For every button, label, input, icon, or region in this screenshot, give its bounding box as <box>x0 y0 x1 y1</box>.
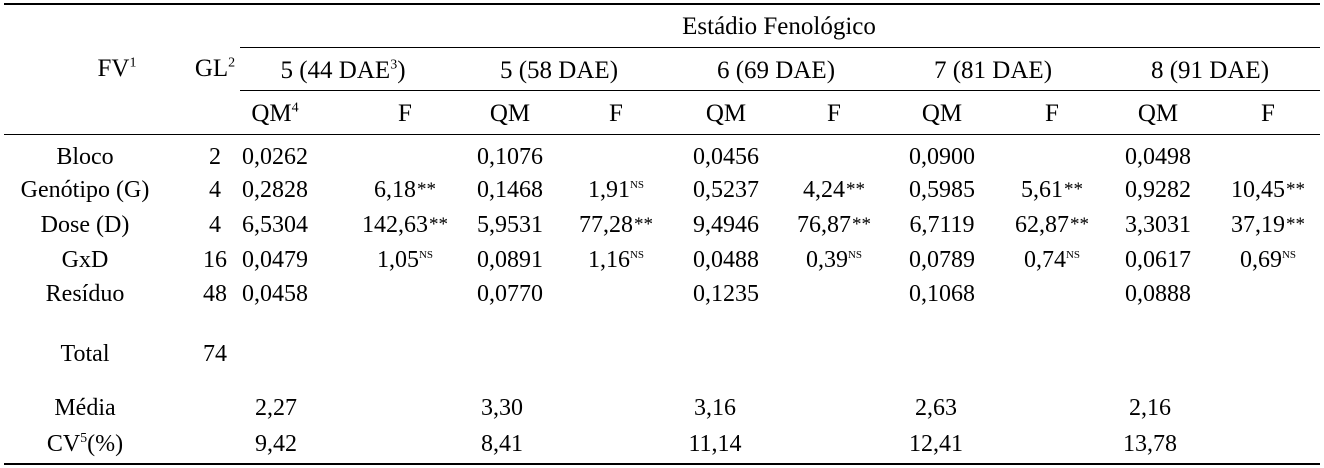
gl-label: GL <box>194 55 229 82</box>
subcolumn-label: QM <box>705 100 747 127</box>
f-value <box>1015 213 1089 237</box>
summary-value: 9,42 <box>255 431 297 457</box>
source-label <box>41 213 130 237</box>
cell-value: 0,0789 <box>909 247 975 273</box>
cell-value: 9,4946 <box>693 212 759 238</box>
cell-value: 1,91 <box>587 177 630 203</box>
stage-footnote: 3 <box>390 57 398 73</box>
f-value <box>1231 178 1305 202</box>
cell-value: 0,0900 <box>909 144 975 170</box>
qm-value <box>693 282 759 306</box>
source-footnote: 5 <box>80 431 88 446</box>
degrees-of-freedom: 2 <box>209 144 221 170</box>
significance-marker: ** <box>429 214 448 235</box>
qm-value <box>693 248 759 272</box>
cell-value: 5,61 <box>1021 177 1063 203</box>
subcolumn-header <box>490 101 530 126</box>
stage-label-close: ) <box>397 57 406 84</box>
f-value <box>377 248 433 272</box>
cell-value: 0,0456 <box>693 144 759 170</box>
degrees-of-freedom: 48 <box>203 281 227 307</box>
source-name: Dose (D) <box>40 212 130 238</box>
summary-value: 2,16 <box>1129 395 1171 421</box>
f-value <box>362 213 448 237</box>
f-value <box>1231 213 1305 237</box>
stage-label: 7 (81 DAE) <box>933 57 1053 84</box>
cell-value: 0,0498 <box>1125 144 1191 170</box>
significance-marker: ** <box>634 214 653 235</box>
stage-header <box>717 58 835 83</box>
qm-value <box>1125 178 1191 202</box>
fv-footnote: 1 <box>129 55 137 71</box>
qm-value <box>242 282 308 306</box>
f-value <box>806 248 862 272</box>
bottom-rule <box>4 463 1320 465</box>
subcolumn-label: F <box>1261 100 1275 127</box>
qm-value <box>909 178 975 202</box>
f-value <box>588 248 644 272</box>
cell-value: 0,0458 <box>242 281 308 307</box>
source-label <box>47 432 123 456</box>
stage-label: 6 (69 DAE) <box>716 57 836 84</box>
summary-value: 2,63 <box>915 395 957 421</box>
significance-marker: ** <box>1286 214 1305 235</box>
degrees-of-freedom: 16 <box>203 247 227 273</box>
subcolumn-label: F <box>609 100 623 127</box>
cell-value: 6,18 <box>374 177 416 203</box>
qm-value <box>693 213 759 237</box>
cell-value: 3,3031 <box>1125 212 1191 238</box>
source-label <box>61 342 110 366</box>
qm-value <box>477 282 543 306</box>
summary-value: 12,41 <box>909 431 963 457</box>
qm-value <box>242 248 308 272</box>
cell-value: 4,24 <box>803 177 845 203</box>
stage-label: 5 (44 DAE <box>280 57 391 84</box>
stage-label: 8 (91 DAE) <box>1150 57 1270 84</box>
significance-marker: ** <box>417 179 436 200</box>
source-label <box>56 145 113 169</box>
cell-value: 6,7119 <box>909 212 975 238</box>
subcolumn-header <box>827 101 841 126</box>
subcolumn-label: F <box>1045 100 1059 127</box>
cell-value: 76,87 <box>797 212 851 238</box>
source-label <box>46 282 125 306</box>
qm-value <box>477 178 543 202</box>
subcolumn-label: QM <box>1137 100 1179 127</box>
source-label <box>54 396 115 420</box>
summary-value: 2,27 <box>255 395 297 421</box>
degrees-of-freedom: 4 <box>209 212 221 238</box>
f-value <box>803 178 865 202</box>
f-value <box>1240 248 1296 272</box>
source-name: Resíduo <box>45 281 125 307</box>
cell-value: 0,1068 <box>909 281 975 307</box>
f-value <box>579 213 653 237</box>
stage-group-title: Estádio Fenológico <box>682 13 876 40</box>
stage-header <box>280 58 405 83</box>
cell-value: 62,87 <box>1015 212 1069 238</box>
qm-value <box>477 145 543 169</box>
cell-value: 0,5237 <box>693 177 759 203</box>
qm-value <box>1125 213 1191 237</box>
cell-value: 37,19 <box>1231 212 1285 238</box>
gl-footnote: 2 <box>228 55 236 71</box>
subcolumn-header <box>706 101 746 126</box>
cell-value: 142,63 <box>362 212 428 238</box>
cell-value: 0,0617 <box>1125 247 1191 273</box>
stage-label: 5 (58 DAE) <box>499 57 619 84</box>
source-label <box>21 178 150 202</box>
qm-value <box>477 213 543 237</box>
cell-value: 0,1235 <box>693 281 759 307</box>
top-rule <box>4 3 1320 5</box>
qm-value <box>242 145 308 169</box>
significance-marker: NS <box>847 249 863 261</box>
qm-value <box>909 282 975 306</box>
source-label <box>62 248 109 272</box>
f-value <box>797 213 871 237</box>
subcolumn-header <box>1261 101 1275 126</box>
subcolumn-label: QM <box>921 100 963 127</box>
subcolumn-label: QM <box>489 100 531 127</box>
qm-value <box>909 213 974 237</box>
qm-value <box>242 178 308 202</box>
cell-value: 0,0479 <box>242 247 308 273</box>
qm-value <box>909 248 975 272</box>
cell-value: 6,5304 <box>242 212 308 238</box>
summary-value: 13,78 <box>1123 431 1177 457</box>
cell-value: 0,0262 <box>242 144 308 170</box>
qm-value <box>477 248 543 272</box>
significance-marker: ** <box>852 214 871 235</box>
cell-value: 0,2828 <box>242 177 308 203</box>
subcolumn-header <box>1045 101 1059 126</box>
cell-value: 0,39 <box>805 247 848 273</box>
source-name: CV <box>46 431 81 457</box>
summary-value: 8,41 <box>481 431 523 457</box>
source-name: Média <box>54 395 116 421</box>
cell-value: 0,69 <box>1239 247 1282 273</box>
qm-value <box>693 145 759 169</box>
qm-value <box>693 178 759 202</box>
stage-header <box>500 58 618 83</box>
cell-value: 1,05 <box>376 247 419 273</box>
source-name: Bloco <box>56 144 114 170</box>
cell-value: 0,1468 <box>477 177 543 203</box>
significance-marker: NS <box>629 249 645 261</box>
cell-value: 0,1076 <box>477 144 543 170</box>
fv-label: FV <box>97 55 130 82</box>
subcolumn-label: QM <box>251 100 292 127</box>
fv-header <box>98 56 137 81</box>
subcolumn-header <box>922 101 962 126</box>
source-name: Genótipo (G) <box>20 177 150 203</box>
source-name: GxD <box>61 247 109 273</box>
significance-marker: NS <box>629 179 645 191</box>
significance-marker: ** <box>1070 214 1089 235</box>
significance-marker: NS <box>1281 249 1297 261</box>
summary-value: 3,16 <box>694 395 736 421</box>
cell-value: 10,45 <box>1231 177 1285 203</box>
subcolumn-header <box>609 101 623 126</box>
significance-marker: NS <box>1065 249 1081 261</box>
stage-header <box>1151 58 1269 83</box>
significance-marker: ** <box>846 179 865 200</box>
f-value <box>1024 248 1080 272</box>
qm-value <box>242 213 308 237</box>
source-name: Total <box>60 341 110 367</box>
subcolumn-footnote: 4 <box>291 100 299 116</box>
summary-value: 3,30 <box>481 395 523 421</box>
cell-value: 1,16 <box>587 247 630 273</box>
f-value <box>374 178 436 202</box>
qm-value <box>909 145 975 169</box>
stage-header <box>934 58 1052 83</box>
subcolumn-header <box>251 101 298 126</box>
subcolumn-header <box>398 101 412 126</box>
source-suffix: (%) <box>87 431 124 457</box>
cell-value: 0,74 <box>1023 247 1066 273</box>
degrees-of-freedom: 4 <box>209 177 221 203</box>
f-value <box>1021 178 1083 202</box>
qm-value <box>1125 248 1191 272</box>
cell-value: 0,0891 <box>477 247 543 273</box>
cell-value: 0,0888 <box>1125 281 1191 307</box>
cell-value: 77,28 <box>579 212 633 238</box>
qm-value <box>1125 145 1191 169</box>
cell-value: 5,9531 <box>477 212 543 238</box>
degrees-of-freedom: 74 <box>203 341 227 367</box>
group-rule <box>240 47 1320 48</box>
significance-marker: NS <box>418 249 434 261</box>
cell-value: 0,9282 <box>1125 177 1191 203</box>
cell-value: 0,0770 <box>477 281 543 307</box>
stage-rule <box>240 90 1320 91</box>
significance-marker: ** <box>1064 179 1083 200</box>
gl-header <box>195 56 235 81</box>
summary-value: 11,14 <box>688 431 742 457</box>
subcolumn-label: F <box>398 100 412 127</box>
cell-value: 0,5985 <box>909 177 975 203</box>
subcolumn-label: F <box>827 100 841 127</box>
significance-marker: ** <box>1286 179 1305 200</box>
subcolumn-header <box>1138 101 1178 126</box>
header-bottom-rule <box>4 134 1320 135</box>
qm-value <box>1125 282 1191 306</box>
f-value <box>588 178 644 202</box>
cell-value: 0,0488 <box>693 247 759 273</box>
